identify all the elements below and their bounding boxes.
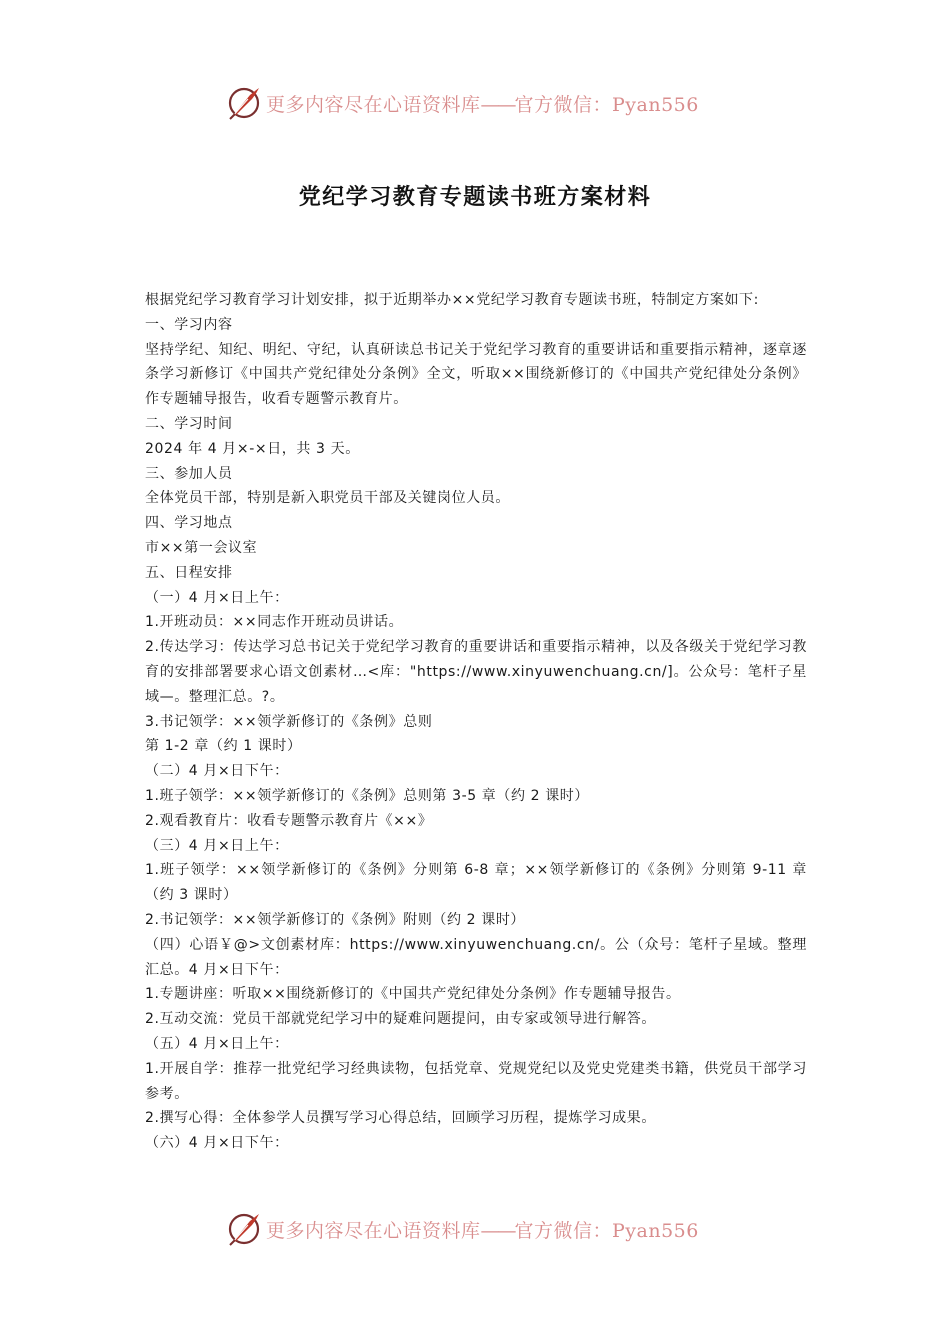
schedule-item: 3.书记领学：××领学新修订的《条例》总则 [145, 713, 433, 730]
schedule-item: 2.撰写心得：全体参学人员撰写学习心得总结，回顾学习历程，提炼学习成果。 [145, 1110, 656, 1127]
schedule-item: 2.观看教育片：收看专题警示教育片《××》 [145, 812, 433, 829]
schedule-day: （三）4 月×日上午： [145, 837, 289, 854]
schedule-item: 1.开展自学：推荐一批党纪学习经典读物，包括党章、党规党纪以及党史党建类书籍，供党员干部学习参考。 [145, 1060, 807, 1102]
schedule-item: 2.传达学习：传达学习总书记关于党纪学习教育的重要讲话和重要指示精神，以及各级关于党纪学习教育的安排部署要求心语文创素材…<库："https://www.xinyuwenchuang.cn/]。公众号：笔杆子星域—。整理汇总。?。 [145, 639, 807, 705]
document-title: 党纪学习教育专题读书班方案材料 [298, 185, 652, 210]
schedule-day: （二）4 月×日下午： [145, 763, 289, 780]
watermark-text: 更多内容尽在心语资料库——官方微信：Pyan556 [266, 93, 699, 116]
paragraph: 市××第一会议室 [145, 539, 258, 556]
schedule-day: （六）4 月×日下午： [145, 1135, 289, 1152]
schedule-item: 2.互动交流：党员干部就党纪学习中的疑难问题提问，由专家或领导进行解答。 [145, 1011, 656, 1028]
header-watermark [226, 83, 699, 123]
schedule-item: 第 1-2 章（约 1 课时） [145, 738, 302, 755]
quill-logo-icon [226, 1211, 262, 1247]
section-heading: 四、学习地点 [145, 515, 233, 532]
schedule-item: 1.班子领学：××领学新修订的《条例》总则第 3-5 章（约 2 课时） [145, 787, 589, 804]
section-heading: 五、日程安排 [145, 564, 233, 581]
schedule-day: （四）心语￥@>文创素材库：https://www.xinyuwenchuang.cn/。公（众号：笔杆子星域。整理汇总。4 月×日下午： [145, 936, 807, 978]
document-body [145, 288, 807, 1156]
paragraph: 坚持学纪、知纪、明纪、守纪，认真研读总书记关于党纪学习教育的重要讲话和重要指示精神，逐章逐条学习新修订《中国共产党纪律处分条例》全文，听取××围绕新修订的《中国共产党纪律处分条例》作专题辅导报告，收看专题警示教育片。 [145, 341, 807, 408]
footer-watermark [226, 1209, 699, 1249]
section-heading: 一、学习内容 [145, 316, 233, 333]
schedule-item: 1.开班动员：××同志作开班动员讲话。 [145, 614, 404, 631]
schedule-day: （五）4 月×日上午： [145, 1035, 289, 1052]
paragraph: 全体党员干部，特别是新入职党员干部及关键岗位人员。 [145, 490, 510, 507]
paragraph: 2024 年 4 月×-×日，共 3 天。 [145, 440, 360, 457]
schedule-item: 1.专题讲座：听取××围绕新修订的《中国共产党纪律处分条例》作专题辅导报告。 [145, 986, 681, 1003]
schedule-item: 2.书记领学：××领学新修订的《条例》附则（约 2 课时） [145, 911, 526, 928]
quill-logo-icon [226, 85, 262, 121]
schedule-day: （一）4 月×日上午： [145, 589, 289, 606]
schedule-item: 1.班子领学：××领学新修订的《条例》分则第 6-8 章；××领学新修订的《条例》分则第 9-11 章（约 3 课时） [145, 862, 807, 904]
paragraph: 根据党纪学习教育学习计划安排，拟于近期举办××党纪学习教育专题读书班，特制定方案如下: [145, 292, 759, 308]
section-heading: 三、参加人员 [145, 465, 233, 482]
watermark-text: 更多内容尽在心语资料库——官方微信：Pyan556 [266, 1219, 699, 1242]
section-heading: 二、学习时间 [145, 415, 233, 432]
